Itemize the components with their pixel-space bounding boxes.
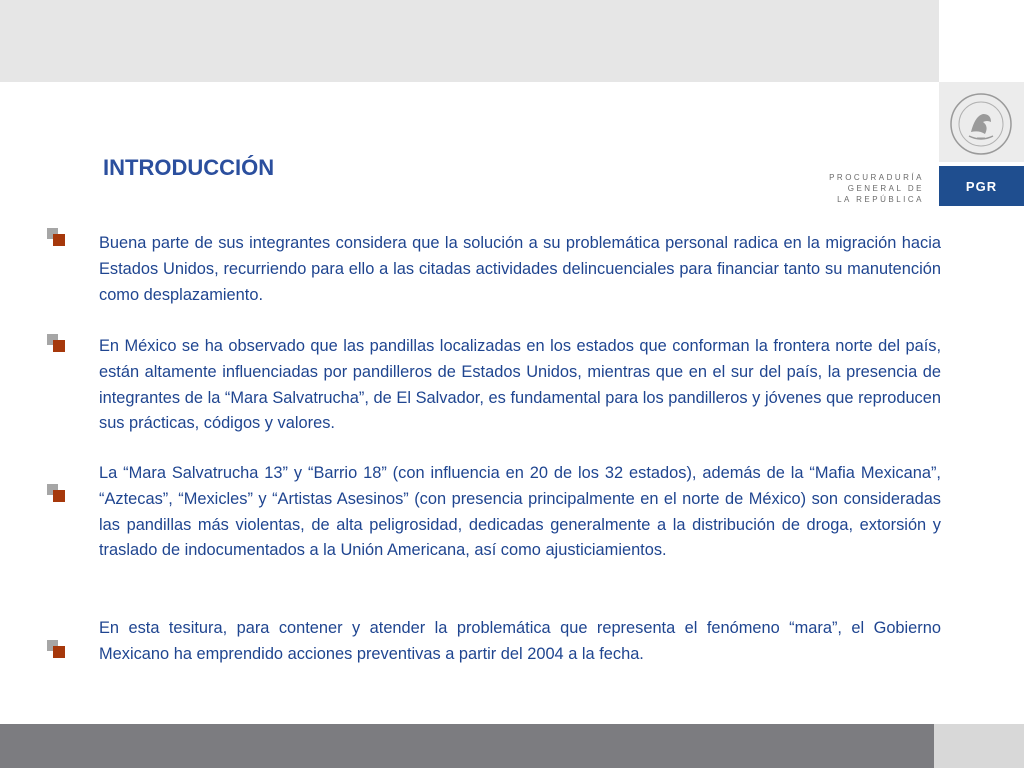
bullet-square-icon (47, 228, 65, 246)
bullet-square-icon (47, 334, 65, 352)
footer-corner (934, 724, 1024, 768)
bullet-square-icon (47, 484, 65, 502)
paragraph-4: En esta tesitura, para contener y atender la problemática que representa el fenómeno “mara”, el Gobierno Mexicano ha emprendido acciones preventivas a partir del 2004 a la fecha. (99, 619, 941, 663)
paragraph-1: Buena parte de sus integrantes considera que la solución a su problemática personal radica en la migración hacia Estados Unidos, recurriendo para ello a las citadas actividades delincuenciales para financiar tanto su manutención como desplazamiento. (99, 234, 941, 304)
slide-title: INTRODUCCIÓN (103, 155, 275, 180)
paragraph-2: En México se ha observado que las pandillas localizadas en los estados que conforman la frontera norte del país, están altamente influenciadas por pandilleros de Estados Unidos, mientras que en el sur del país, la presencia de integrantes de la “Mara Salvatrucha”, de El Salvador, es fundamental para los pandilleros y jóvenes que reproducen sus prácticas, códigos y valores. (99, 337, 941, 433)
agency-line-2: GENERAL DE (847, 184, 924, 193)
pgr-badge: PGR (939, 166, 1024, 206)
header-band (0, 0, 939, 82)
footer-band (0, 724, 934, 768)
bullet-square-icon (47, 640, 65, 658)
header-corner (939, 0, 1024, 82)
agency-line-3: LA REPÚBLICA (837, 195, 924, 204)
agency-name (800, 172, 924, 205)
paragraph-3: La “Mara Salvatrucha 13” y “Barrio 18” (con influencia en 20 de los 32 estados), además de la “Mafia Mexicana”, “Aztecas”, “Mexicles” y “Artistas Asesinos” (con presencia principalmente en el norte de México) son consideradas las pandillas más violentas, de alta peligrosidad, dedicadas generalmente a la distribución de droga, extorsión y traslado de indocumentados a la Unión Americana, así como ajusticiamientos. (99, 464, 941, 560)
agency-line-1: PROCURADURÍA (829, 173, 924, 182)
seal-icon (949, 92, 1013, 156)
